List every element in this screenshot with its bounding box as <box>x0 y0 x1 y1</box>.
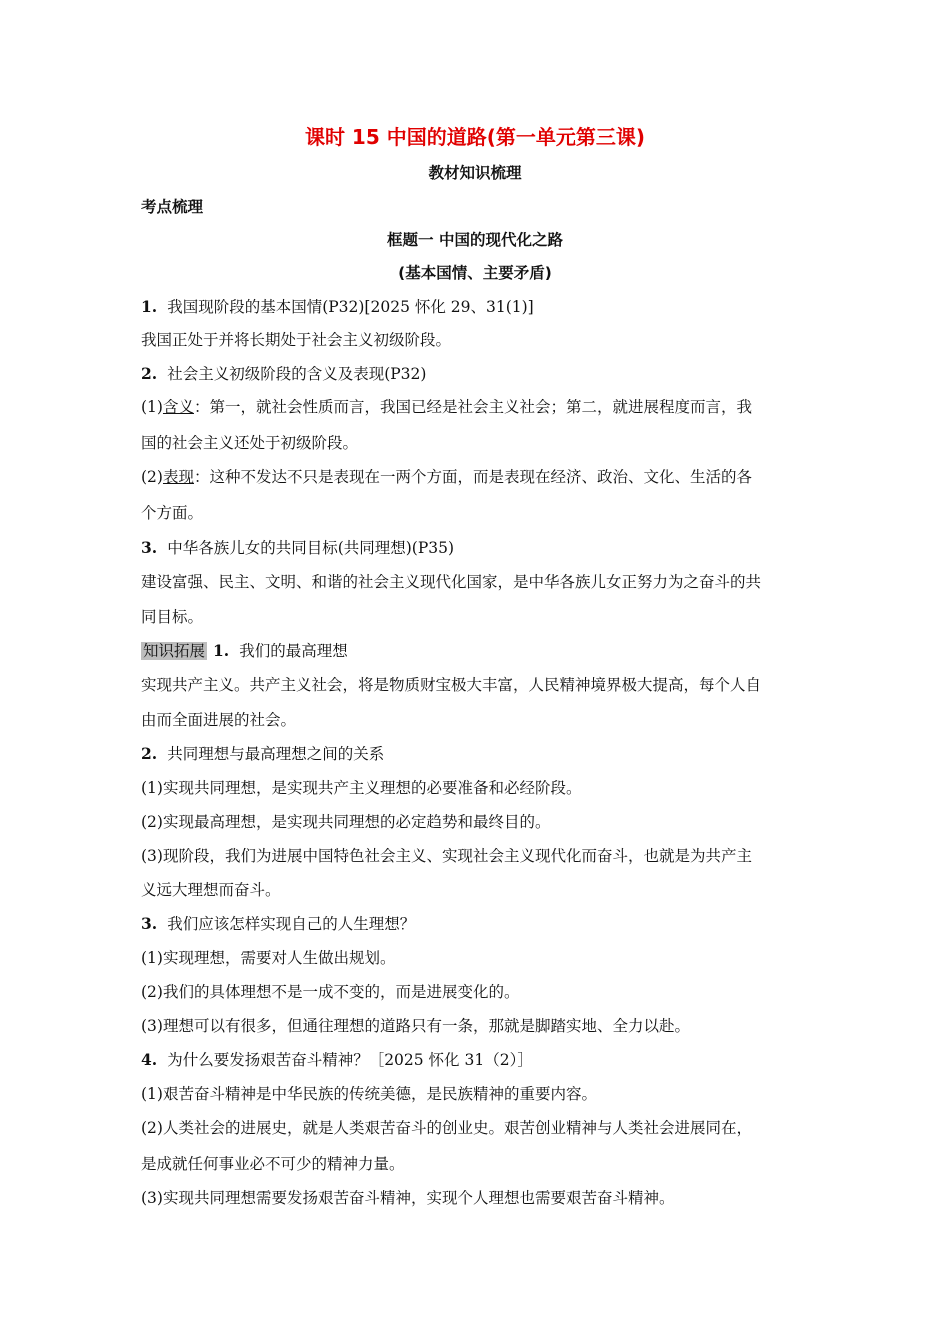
extension-3-heading <box>141 913 821 935</box>
item-number: 2. <box>141 364 158 383</box>
point-text: ：第一，就社会性质而言，我国已经是社会主义社会；第二，就进展程度而言，我 <box>193 398 752 416</box>
item-number: 2. <box>141 744 158 763</box>
extension-2-heading <box>141 743 821 765</box>
item-3-body: 建设富强、民主、文明、和谐的社会主义现代化国家，是中华各族儿女正努力为之奋斗的共 <box>141 573 762 591</box>
extension-3-point-3: (3)理想可以有很多，但通往理想的道路只有一条，那就是脚踏实地、全力以赴。 <box>141 1017 690 1035</box>
item-3-heading <box>141 537 821 559</box>
extension-1-heading <box>141 640 821 662</box>
extension-4-point-2-cont: 是成就任何事业必不可少的精神力量。 <box>141 1155 405 1173</box>
item-2-point-1 <box>141 396 821 418</box>
item-heading-text: 中华各族儿女的共同目标(共同理想)(P35) <box>167 539 455 557</box>
extension-2-point-3-cont: 义远大理想而奋斗。 <box>141 881 281 899</box>
item-1-heading <box>141 296 821 318</box>
extension-2-point-3: (3)现阶段，我们为进展中国特色社会主义、实现社会主义现代化而奋斗，也就是为共产主 <box>141 847 752 865</box>
keyword: 表现 <box>162 468 194 486</box>
item-heading-text: 社会主义初级阶段的含义及表现(P32) <box>167 365 427 383</box>
item-number: 1. <box>213 641 230 660</box>
item-number: 3. <box>141 914 158 933</box>
item-number: 3. <box>141 538 158 557</box>
extension-1-body: 实现共产主义。共产主义社会，将是物质财宝极大丰富，人民精神境界极大提高，每个人自 <box>141 676 762 694</box>
item-2-point-2 <box>141 466 821 488</box>
item-heading-text: 我们的最高理想 <box>239 642 348 660</box>
extension-4-heading <box>141 1049 821 1071</box>
item-heading-text: 我国现阶段的基本国情(P32)[2025 怀化 29、31(1)] <box>167 298 534 316</box>
item-number: 4. <box>141 1050 158 1069</box>
knowledge-extension-tag: 知识拓展 <box>143 642 206 660</box>
item-heading-text: 我们应该怎样实现自己的人生理想？ <box>167 915 416 933</box>
frame-title: 框题一 中国的现代化之路 <box>387 231 563 249</box>
item-2-point-1-cont: 国的社会主义还处于初级阶段。 <box>141 434 359 452</box>
point-prefix: (1) <box>141 398 163 416</box>
extension-4-point-3: (3)实现共同理想需要发扬艰苦奋斗精神，实现个人理想也需要艰苦奋斗精神。 <box>141 1189 675 1207</box>
extension-3-point-1: (1)实现理想，需要对人生做出规划。 <box>141 949 396 967</box>
page-title: 课时 15 中国的道路(第一单元第三课) <box>304 125 646 149</box>
section-subtitle: 教材知识梳理 <box>428 164 522 182</box>
section-label: 考点梳理 <box>141 198 204 216</box>
item-number: 1. <box>141 297 158 316</box>
extension-2-point-1: (1)实现共同理想，是实现共产主义理想的必要准备和必经阶段。 <box>141 779 582 797</box>
item-heading-text: 为什么要发扬艰苦奋斗精神？［2025 怀化 31（2）］ <box>167 1051 533 1069</box>
item-3-body-cont: 同目标。 <box>141 608 204 626</box>
item-2-point-2-cont: 个方面。 <box>141 504 204 522</box>
item-1-body: 我国正处于并将长期处于社会主义初级阶段。 <box>141 331 452 349</box>
extension-4-point-2: (2)人类社会的进展史，就是人类艰苦奋斗的创业史。艰苦创业精神与人类社会进展同在， <box>141 1119 752 1137</box>
extension-1-body-cont: 由而全面进展的社会。 <box>141 711 297 729</box>
item-2-heading <box>141 363 821 385</box>
frame-subtitle: (基本国情、主要矛盾) <box>398 264 552 282</box>
point-prefix: (2) <box>141 468 163 486</box>
extension-4-point-1: (1)艰苦奋斗精神是中华民族的传统美德，是民族精神的重要内容。 <box>141 1085 597 1103</box>
extension-3-point-2: (2)我们的具体理想不是一成不变的，而是进展变化的。 <box>141 983 520 1001</box>
point-text: ：这种不发达不只是表现在一两个方面，而是表现在经济、政治、文化、生活的各 <box>193 468 752 486</box>
extension-2-point-2: (2)实现最高理想，是实现共同理想的必定趋势和最终目的。 <box>141 813 551 831</box>
keyword: 含义 <box>162 398 194 416</box>
item-heading-text: 共同理想与最高理想之间的关系 <box>167 745 385 763</box>
